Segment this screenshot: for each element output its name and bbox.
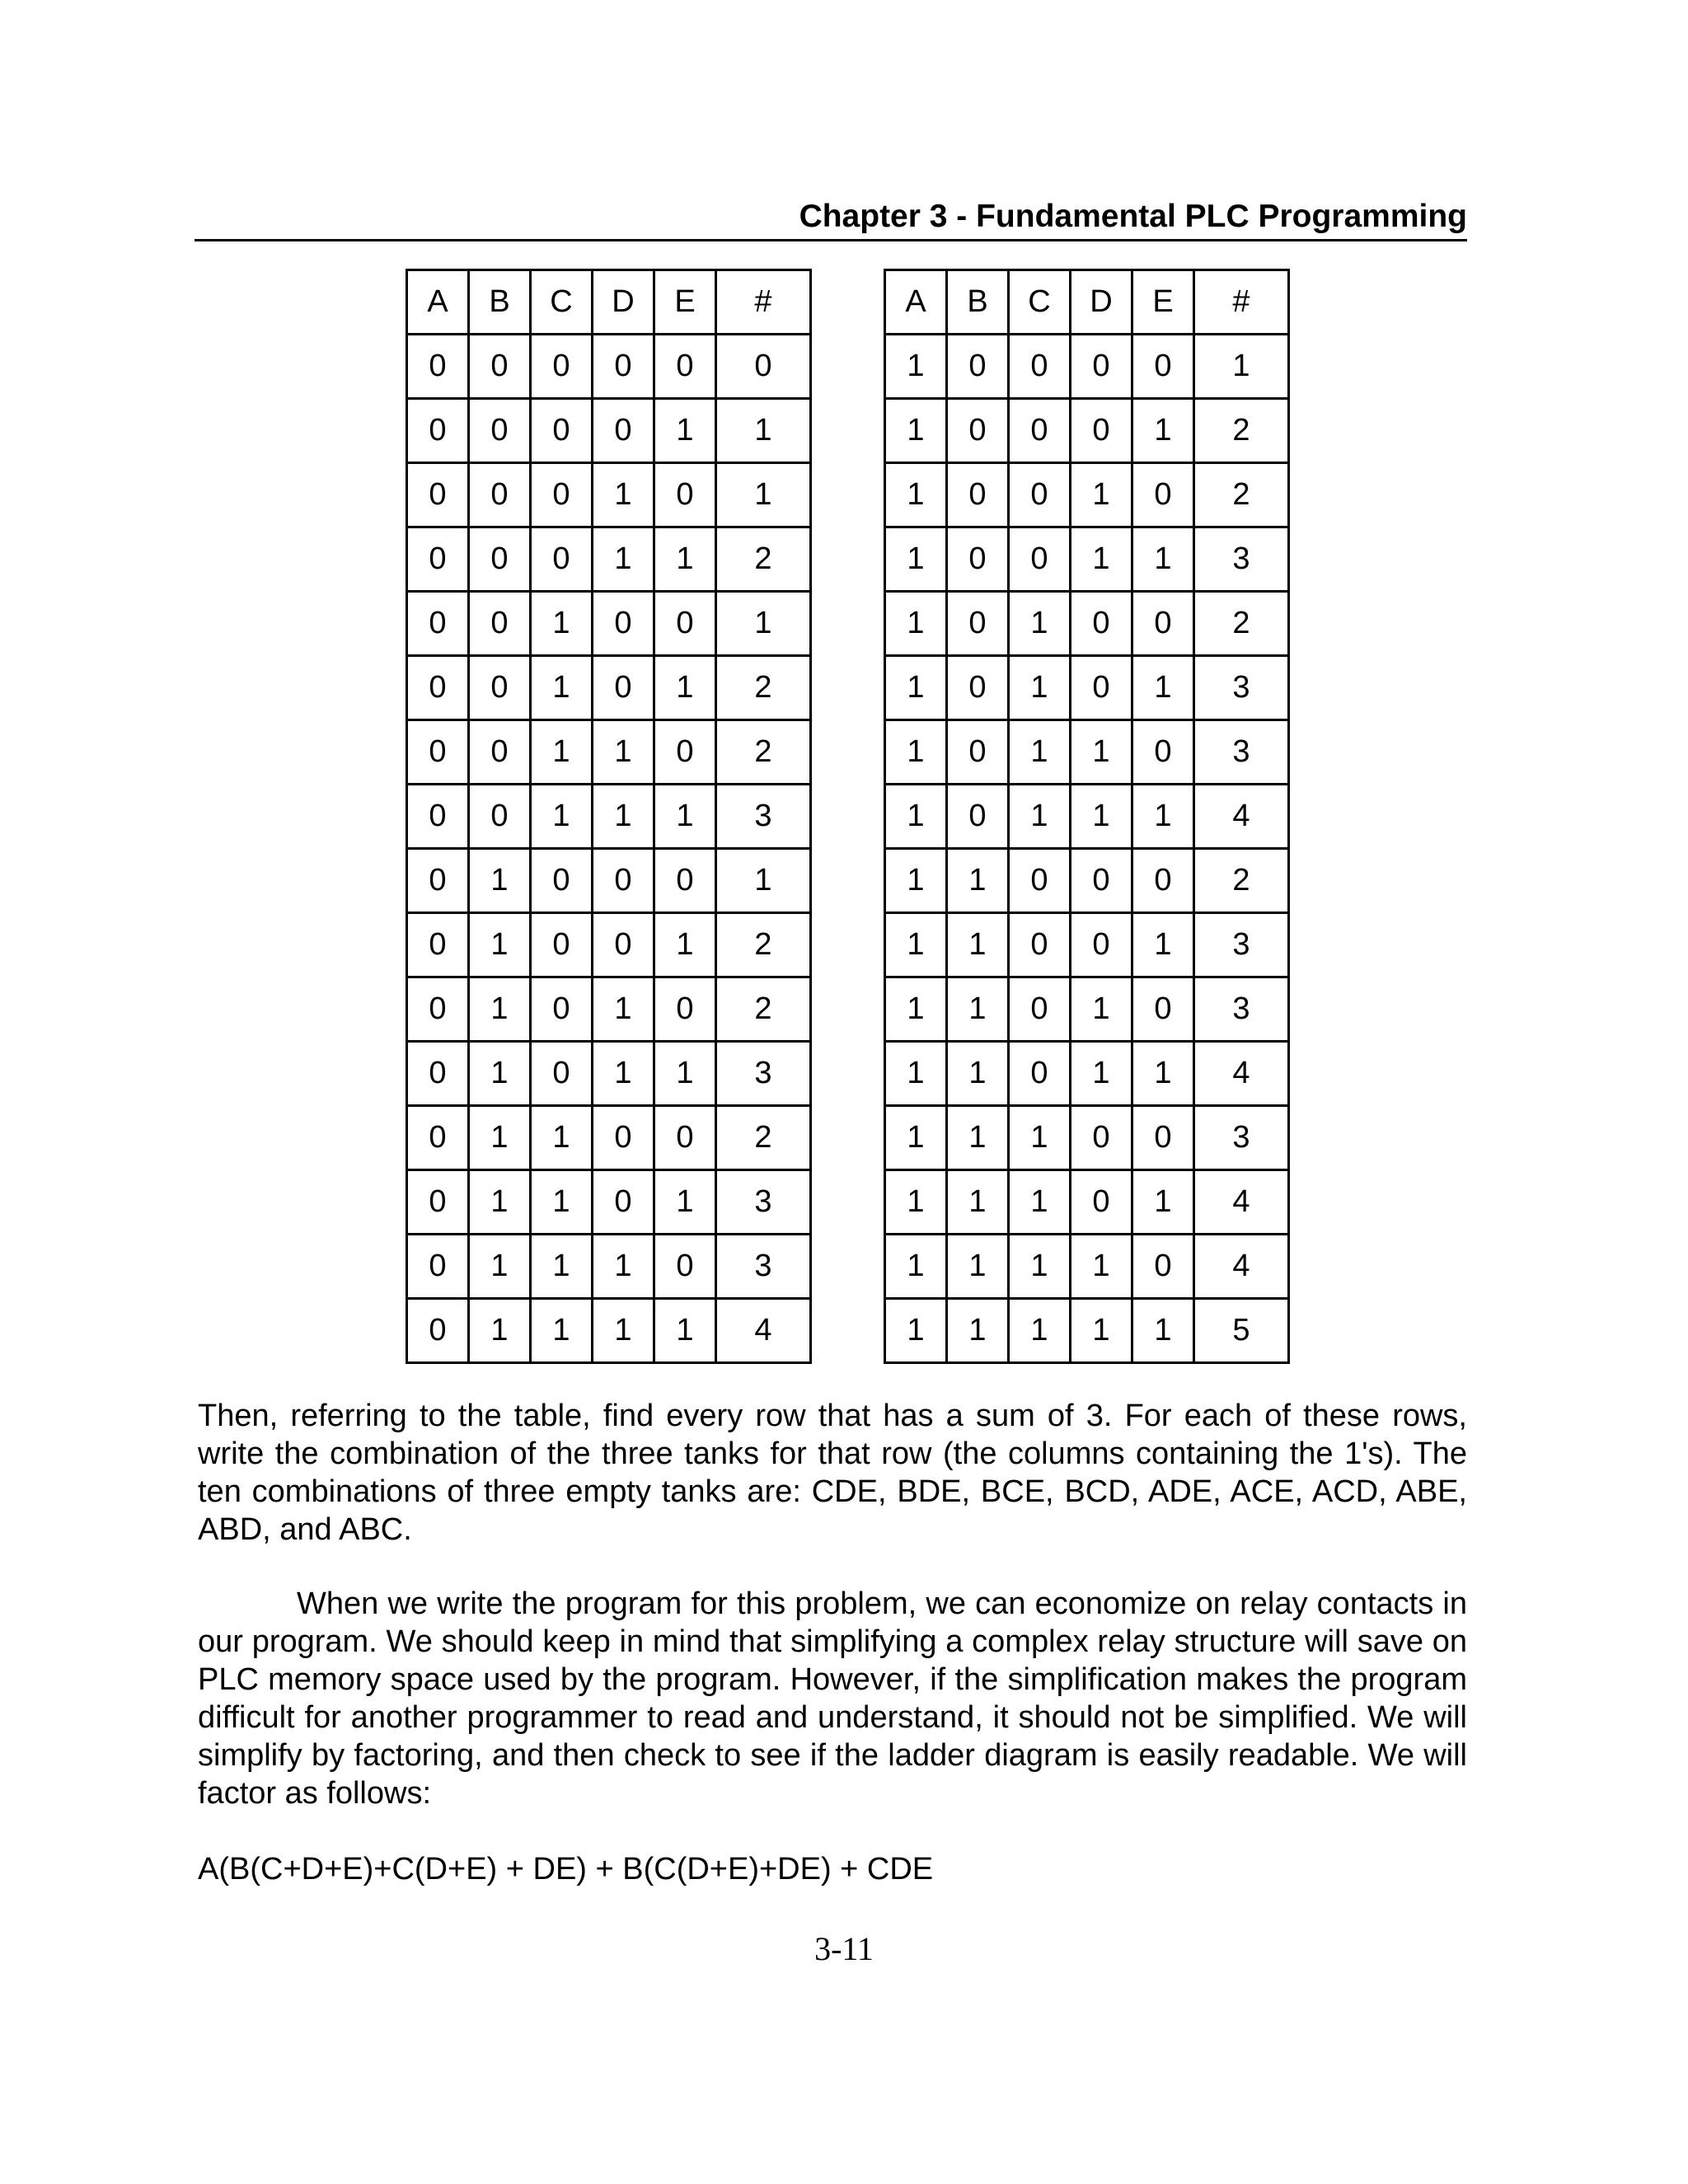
bit-cell: 1 xyxy=(947,1042,1009,1106)
bit-cell: 0 xyxy=(531,463,593,527)
bit-cell: 1 xyxy=(947,977,1009,1042)
bit-cell: 0 xyxy=(593,1170,654,1235)
table-row xyxy=(885,592,1289,656)
bit-cell: 1 xyxy=(885,977,947,1042)
bit-cell: 1 xyxy=(1009,720,1071,785)
sum-cell: 4 xyxy=(1194,785,1289,849)
bit-cell: 0 xyxy=(1009,849,1071,913)
chapter-header: Chapter 3 - Fundamental PLC Programming xyxy=(799,199,1467,234)
column-header: B xyxy=(469,270,531,335)
sum-cell: 2 xyxy=(1194,463,1289,527)
bit-cell: 0 xyxy=(1009,977,1071,1042)
bit-cell: 0 xyxy=(593,335,654,399)
column-header: C xyxy=(1009,270,1071,335)
table-row xyxy=(407,656,811,720)
bit-cell: 1 xyxy=(1132,656,1194,720)
paragraph-1: Then, referring to the table, find every row that has a sum of 3. For each of these rows, write the combination of the three tanks for that row (the columns containing the 1's). The ten combinations of three empty tanks are: CDE, BDE, BCE, BCD, ADE, ACE, ACD, ABE, ABD, and ABC. xyxy=(198,1399,1467,1547)
table-row xyxy=(407,1042,811,1106)
bit-cell: 0 xyxy=(469,399,531,463)
bit-cell: 1 xyxy=(1132,1042,1194,1106)
sum-cell: 3 xyxy=(1194,656,1289,720)
bit-cell: 0 xyxy=(407,335,469,399)
bit-cell: 0 xyxy=(1132,592,1194,656)
bit-cell: 1 xyxy=(654,1042,716,1106)
bit-cell: 0 xyxy=(469,463,531,527)
sum-cell: 3 xyxy=(1194,720,1289,785)
bit-cell: 0 xyxy=(1071,1106,1132,1170)
bit-cell: 1 xyxy=(885,1042,947,1106)
bit-cell: 1 xyxy=(947,849,1009,913)
bit-cell: 1 xyxy=(885,1235,947,1299)
bit-cell: 0 xyxy=(654,1106,716,1170)
bit-cell: 0 xyxy=(1009,463,1071,527)
sum-cell: 3 xyxy=(1194,977,1289,1042)
bit-cell: 1 xyxy=(885,1106,947,1170)
sum-cell: 2 xyxy=(1194,399,1289,463)
bit-cell: 1 xyxy=(885,592,947,656)
bit-cell: 0 xyxy=(593,849,654,913)
bit-cell: 0 xyxy=(593,656,654,720)
bit-cell: 0 xyxy=(947,592,1009,656)
bit-cell: 0 xyxy=(947,720,1009,785)
bit-cell: 1 xyxy=(1009,1106,1071,1170)
table-row xyxy=(407,720,811,785)
table-row xyxy=(407,849,811,913)
table-row xyxy=(407,785,811,849)
bit-cell: 0 xyxy=(654,463,716,527)
bit-cell: 1 xyxy=(1009,785,1071,849)
bit-cell: 0 xyxy=(1132,720,1194,785)
table-row xyxy=(885,335,1289,399)
column-header: # xyxy=(716,270,811,335)
bit-cell: 1 xyxy=(885,656,947,720)
table-row xyxy=(407,977,811,1042)
factored-formula: A(B(C+D+E)+C(D+E) + DE) + B(C(D+E)+DE) + CDE xyxy=(198,1852,934,1886)
bit-cell: 1 xyxy=(469,1170,531,1235)
sum-cell: 1 xyxy=(716,592,811,656)
bit-cell: 0 xyxy=(1071,656,1132,720)
bit-cell: 0 xyxy=(531,977,593,1042)
bit-cell: 0 xyxy=(1071,592,1132,656)
table-row xyxy=(407,1106,811,1170)
table-row xyxy=(885,463,1289,527)
bit-cell: 0 xyxy=(407,720,469,785)
bit-cell: 1 xyxy=(885,527,947,592)
table-row xyxy=(885,849,1289,913)
column-header: B xyxy=(947,270,1009,335)
bit-cell: 1 xyxy=(947,1106,1009,1170)
bit-cell: 1 xyxy=(1009,1299,1071,1363)
bit-cell: 1 xyxy=(654,1170,716,1235)
bit-cell: 1 xyxy=(654,527,716,592)
bit-cell: 0 xyxy=(407,592,469,656)
bit-cell: 1 xyxy=(947,1170,1009,1235)
bit-cell: 0 xyxy=(407,849,469,913)
bit-cell: 0 xyxy=(654,592,716,656)
bit-cell: 0 xyxy=(531,399,593,463)
bit-cell: 0 xyxy=(407,1042,469,1106)
bit-cell: 1 xyxy=(1009,1235,1071,1299)
bit-cell: 0 xyxy=(469,785,531,849)
bit-cell: 1 xyxy=(531,592,593,656)
table-row xyxy=(407,463,811,527)
bit-cell: 1 xyxy=(593,463,654,527)
sum-cell: 3 xyxy=(1194,527,1289,592)
bit-cell: 1 xyxy=(1132,913,1194,977)
bit-cell: 0 xyxy=(407,913,469,977)
truth-table-left xyxy=(406,269,812,1364)
column-header: E xyxy=(1132,270,1194,335)
sum-cell: 2 xyxy=(716,720,811,785)
bit-cell: 0 xyxy=(947,335,1009,399)
sum-cell: 2 xyxy=(716,1106,811,1170)
truth-table-right xyxy=(884,269,1290,1364)
bit-cell: 0 xyxy=(531,913,593,977)
table-row xyxy=(407,335,811,399)
bit-cell: 0 xyxy=(593,1106,654,1170)
bit-cell: 1 xyxy=(1132,785,1194,849)
bit-cell: 0 xyxy=(1132,1106,1194,1170)
sum-cell: 1 xyxy=(716,399,811,463)
bit-cell: 0 xyxy=(407,1235,469,1299)
bit-cell: 0 xyxy=(1009,399,1071,463)
bit-cell: 1 xyxy=(885,1299,947,1363)
bit-cell: 1 xyxy=(531,1299,593,1363)
bit-cell: 1 xyxy=(654,1299,716,1363)
bit-cell: 0 xyxy=(407,527,469,592)
sum-cell: 4 xyxy=(1194,1235,1289,1299)
column-header: D xyxy=(593,270,654,335)
bit-cell: 1 xyxy=(593,977,654,1042)
bit-cell: 1 xyxy=(947,913,1009,977)
bit-cell: 0 xyxy=(654,977,716,1042)
table-row xyxy=(885,1042,1289,1106)
bit-cell: 0 xyxy=(947,463,1009,527)
bit-cell: 1 xyxy=(1071,1235,1132,1299)
bit-cell: 1 xyxy=(885,399,947,463)
bit-cell: 1 xyxy=(531,656,593,720)
bit-cell: 0 xyxy=(469,656,531,720)
bit-cell: 0 xyxy=(531,1042,593,1106)
bit-cell: 1 xyxy=(1071,1042,1132,1106)
bit-cell: 1 xyxy=(593,785,654,849)
bit-cell: 0 xyxy=(407,656,469,720)
bit-cell: 1 xyxy=(593,720,654,785)
bit-cell: 1 xyxy=(469,913,531,977)
bit-cell: 1 xyxy=(1009,656,1071,720)
table-header-row xyxy=(407,270,811,335)
sum-cell: 2 xyxy=(716,913,811,977)
bit-cell: 0 xyxy=(654,720,716,785)
bit-cell: 0 xyxy=(654,1235,716,1299)
table-row xyxy=(407,399,811,463)
table-row xyxy=(407,1235,811,1299)
bit-cell: 1 xyxy=(1132,1299,1194,1363)
sum-cell: 2 xyxy=(716,527,811,592)
bit-cell: 1 xyxy=(1009,592,1071,656)
bit-cell: 1 xyxy=(593,1235,654,1299)
sum-cell: 3 xyxy=(716,785,811,849)
table-row xyxy=(885,399,1289,463)
table-row xyxy=(885,1299,1289,1363)
bit-cell: 1 xyxy=(654,785,716,849)
bit-cell: 1 xyxy=(469,849,531,913)
bit-cell: 1 xyxy=(1009,1170,1071,1235)
bit-cell: 0 xyxy=(1071,335,1132,399)
bit-cell: 0 xyxy=(469,592,531,656)
table-row xyxy=(885,720,1289,785)
bit-cell: 0 xyxy=(531,849,593,913)
sum-cell: 1 xyxy=(1194,335,1289,399)
bit-cell: 1 xyxy=(593,1042,654,1106)
sum-cell: 2 xyxy=(1194,849,1289,913)
sum-cell: 2 xyxy=(1194,592,1289,656)
table-row xyxy=(885,1106,1289,1170)
bit-cell: 1 xyxy=(1071,463,1132,527)
bit-cell: 1 xyxy=(1071,720,1132,785)
table-row xyxy=(407,592,811,656)
bit-cell: 0 xyxy=(1132,977,1194,1042)
bit-cell: 1 xyxy=(1132,1170,1194,1235)
bit-cell: 0 xyxy=(593,592,654,656)
bit-cell: 1 xyxy=(654,913,716,977)
table-header-row xyxy=(885,270,1289,335)
bit-cell: 0 xyxy=(1132,849,1194,913)
bit-cell: 0 xyxy=(1009,913,1071,977)
bit-cell: 1 xyxy=(654,656,716,720)
column-header: E xyxy=(654,270,716,335)
column-header: # xyxy=(1194,270,1289,335)
bit-cell: 0 xyxy=(469,335,531,399)
header-rule xyxy=(195,239,1467,241)
bit-cell: 0 xyxy=(407,977,469,1042)
bit-cell: 0 xyxy=(531,335,593,399)
bit-cell: 0 xyxy=(593,913,654,977)
bit-cell: 0 xyxy=(1132,335,1194,399)
bit-cell: 1 xyxy=(885,463,947,527)
bit-cell: 1 xyxy=(885,849,947,913)
bit-cell: 1 xyxy=(654,399,716,463)
sum-cell: 3 xyxy=(716,1170,811,1235)
column-header: D xyxy=(1071,270,1132,335)
column-header: C xyxy=(531,270,593,335)
bit-cell: 0 xyxy=(1071,1170,1132,1235)
bit-cell: 1 xyxy=(885,1170,947,1235)
table-row xyxy=(885,1235,1289,1299)
bit-cell: 1 xyxy=(593,1299,654,1363)
bit-cell: 1 xyxy=(531,1170,593,1235)
bit-cell: 1 xyxy=(531,720,593,785)
bit-cell: 0 xyxy=(947,656,1009,720)
sum-cell: 4 xyxy=(716,1299,811,1363)
table-row xyxy=(407,527,811,592)
bit-cell: 1 xyxy=(593,527,654,592)
table-row xyxy=(885,785,1289,849)
sum-cell: 3 xyxy=(1194,913,1289,977)
sum-cell: 1 xyxy=(716,463,811,527)
column-header: A xyxy=(885,270,947,335)
table-row xyxy=(407,913,811,977)
bit-cell: 1 xyxy=(1071,1299,1132,1363)
bit-cell: 0 xyxy=(1132,463,1194,527)
bit-cell: 0 xyxy=(947,527,1009,592)
page-number: 3-11 xyxy=(814,1930,874,1967)
bit-cell: 1 xyxy=(469,1106,531,1170)
bit-cell: 1 xyxy=(531,1235,593,1299)
bit-cell: 1 xyxy=(469,977,531,1042)
bit-cell: 0 xyxy=(1009,527,1071,592)
table-row xyxy=(885,977,1289,1042)
bit-cell: 1 xyxy=(885,913,947,977)
bit-cell: 0 xyxy=(947,785,1009,849)
paragraph-2: When we write the program for this problem, we can economize on relay contacts in our program. We should keep in mind that simplifying a complex relay structure will save on PLC memory space used by the program. However, if the simplification makes the program difficult for another programmer to read and understand, it should not be simplified. We will simplify by factoring, and then check to see if the ladder diagram is easily readable. We will factor as follows: xyxy=(198,1586,1467,1811)
bit-cell: 0 xyxy=(407,785,469,849)
bit-cell: 0 xyxy=(1071,399,1132,463)
sum-cell: 3 xyxy=(1194,1106,1289,1170)
bit-cell: 1 xyxy=(947,1235,1009,1299)
bit-cell: 0 xyxy=(1071,913,1132,977)
bit-cell: 0 xyxy=(469,720,531,785)
bit-cell: 1 xyxy=(531,1106,593,1170)
sum-cell: 1 xyxy=(716,849,811,913)
bit-cell: 0 xyxy=(407,399,469,463)
bit-cell: 0 xyxy=(407,1299,469,1363)
sum-cell: 3 xyxy=(716,1042,811,1106)
sum-cell: 3 xyxy=(716,1235,811,1299)
sum-cell: 2 xyxy=(716,656,811,720)
bit-cell: 0 xyxy=(1132,1235,1194,1299)
bit-cell: 1 xyxy=(531,785,593,849)
table-row xyxy=(885,656,1289,720)
bit-cell: 0 xyxy=(1071,849,1132,913)
sum-cell: 4 xyxy=(1194,1170,1289,1235)
bit-cell: 0 xyxy=(654,335,716,399)
bit-cell: 1 xyxy=(885,335,947,399)
bit-cell: 0 xyxy=(947,399,1009,463)
sum-cell: 5 xyxy=(1194,1299,1289,1363)
bit-cell: 1 xyxy=(469,1299,531,1363)
table-row xyxy=(885,913,1289,977)
bit-cell: 0 xyxy=(1009,335,1071,399)
bit-cell: 1 xyxy=(885,720,947,785)
bit-cell: 1 xyxy=(1071,527,1132,592)
table-row xyxy=(885,527,1289,592)
bit-cell: 1 xyxy=(1132,527,1194,592)
bit-cell: 1 xyxy=(947,1299,1009,1363)
bit-cell: 0 xyxy=(1009,1042,1071,1106)
bit-cell: 0 xyxy=(593,399,654,463)
bit-cell: 1 xyxy=(1071,977,1132,1042)
bit-cell: 1 xyxy=(885,785,947,849)
bit-cell: 1 xyxy=(469,1042,531,1106)
sum-cell: 0 xyxy=(716,335,811,399)
table-row xyxy=(407,1170,811,1235)
bit-cell: 1 xyxy=(469,1235,531,1299)
table-row xyxy=(885,1170,1289,1235)
bit-cell: 0 xyxy=(469,527,531,592)
bit-cell: 0 xyxy=(407,1170,469,1235)
column-header: A xyxy=(407,270,469,335)
bit-cell: 0 xyxy=(407,463,469,527)
bit-cell: 1 xyxy=(1071,785,1132,849)
sum-cell: 4 xyxy=(1194,1042,1289,1106)
sum-cell: 2 xyxy=(716,977,811,1042)
table-row xyxy=(407,1299,811,1363)
bit-cell: 0 xyxy=(407,1106,469,1170)
bit-cell: 0 xyxy=(531,527,593,592)
bit-cell: 0 xyxy=(654,849,716,913)
bit-cell: 1 xyxy=(1132,399,1194,463)
